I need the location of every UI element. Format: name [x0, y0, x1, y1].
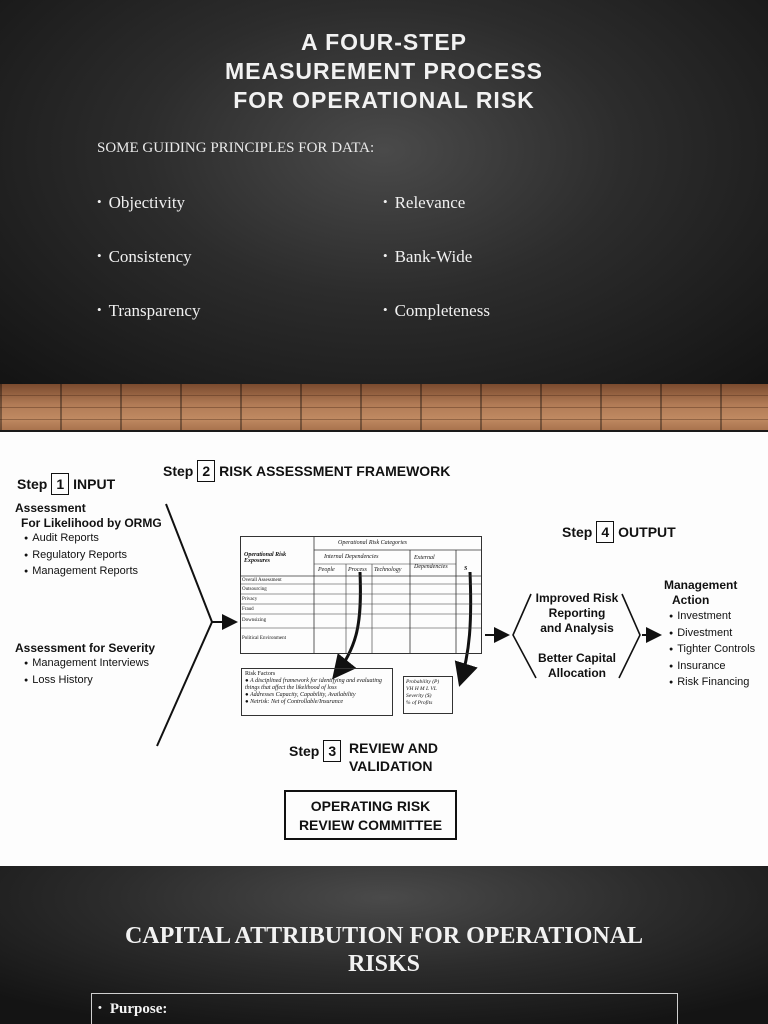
principle-transparency: • Transparency — [97, 301, 200, 321]
step1-heading — [17, 473, 115, 495]
slide-four-step-process — [0, 0, 768, 430]
step3-heading — [289, 740, 345, 762]
grid-row: Fraud — [242, 607, 254, 612]
grid-row: Privacy — [242, 597, 258, 602]
list-item: ● Investment — [669, 609, 755, 626]
step1-number: 1 — [51, 473, 69, 495]
committee-line-1: OPERATING RISK — [310, 798, 431, 814]
risk-factor-item: ● Addresses Capacity, Capability, Availability — [245, 692, 356, 698]
step3-label — [349, 739, 438, 775]
step3-label-line-1: REVIEW AND — [349, 740, 438, 756]
risk-factor-text: Netrisk: Net of Controllable/Insurance — [250, 699, 344, 705]
management-action-title — [664, 578, 737, 608]
list-item: ● Divestment — [669, 626, 755, 643]
committee-line-2: REVIEW COMMITTEE — [298, 817, 443, 833]
step2-word: Step — [163, 463, 194, 479]
slide-capital-attribution — [0, 866, 768, 1024]
grid-sub-technology: Technology — [374, 567, 402, 573]
grid-sub-people: People — [318, 567, 335, 573]
grid-header-categories: Operational Risk Categories — [338, 540, 407, 546]
step4-heading — [562, 521, 676, 543]
output-reporting — [532, 591, 622, 636]
management-action-list — [669, 609, 755, 692]
wood-floor-planks — [0, 384, 768, 430]
severity-title: Assessment for Severity — [15, 641, 156, 655]
slide2-title-line-1: CAPITAL ATTRIBUTION FOR OPERATIONAL — [124, 923, 644, 949]
risk-factor-item: ● A disciplined framework for identifying and evaluating things that affect the likelihood of loss — [245, 678, 382, 691]
probability-line: % of Profits — [406, 700, 433, 706]
assessment-title: Assessment — [15, 501, 86, 515]
management-title-line-1: Management — [664, 578, 738, 592]
step4-label: OUTPUT — [618, 524, 676, 540]
list-item: ● Insurance — [669, 659, 755, 676]
review-committee-box — [284, 790, 457, 840]
purpose-content-box — [91, 993, 678, 1024]
step2-label: RISK ASSESSMENT FRAMEWORK — [219, 463, 451, 479]
list-item: ● Loss History — [24, 673, 149, 690]
probability-line: Probability (P) — [406, 679, 440, 685]
list-item: ● Tighter Controls — [669, 642, 755, 659]
title-line-3: FOR OPERATIONAL RISK — [233, 87, 535, 113]
grid-header-exposures: Operational Risk Exposures — [244, 552, 287, 564]
probability-line: Severity ($) — [406, 693, 432, 699]
management-title-line-2: Action — [672, 593, 710, 607]
severity-list — [24, 656, 149, 689]
principle-relevance: • Relevance — [383, 193, 465, 213]
principle-completeness: • Completeness — [383, 301, 490, 321]
output-line: Improved Risk — [535, 591, 619, 605]
risk-factors-title: Risk Factors — [245, 671, 276, 677]
grid-row: Downsizing — [242, 618, 267, 623]
grid-row: Political Environment — [242, 636, 287, 641]
grid-header-s: S — [464, 566, 468, 572]
step4-number: 4 — [596, 521, 614, 543]
grid-header-internal: Internal Dependencies — [324, 554, 379, 560]
purpose-label: • Purpose: — [98, 1001, 167, 1018]
list-item: ● Management Reports — [24, 564, 138, 581]
principle-objectivity: • Objectivity — [97, 193, 185, 213]
risk-factor-item: ● Netrisk: Net of Controllable/Insurance — [245, 699, 344, 705]
output-line: and Analysis — [540, 621, 614, 635]
grid-row: Outsourcing — [242, 587, 267, 592]
list-item: ● Regulatory Reports — [24, 548, 138, 565]
likelihood-list — [24, 531, 138, 581]
output-line: Allocation — [547, 666, 606, 680]
slide2-title-line-2: RISKS — [347, 951, 421, 977]
risk-factor-text: A disciplined framework for identifying and evaluating things that affect the likelihood of loss — [245, 678, 382, 691]
title-line-1: A FOUR-STEP — [300, 29, 468, 55]
step3-label-line-2: VALIDATION — [349, 758, 433, 774]
grid-sub-process: Process — [348, 567, 367, 573]
risk-factor-text: Addresses Capacity, Capability, Availability — [250, 692, 356, 698]
grid-header-external: External Dependencies — [414, 555, 448, 570]
likelihood-title: For Likelihood by ORMG — [21, 516, 162, 530]
probability-line: VH H M L VL — [406, 686, 437, 692]
output-line: Better Capital — [537, 651, 617, 665]
output-capital — [532, 651, 622, 681]
step2-number: 2 — [197, 460, 215, 482]
grid-row: Overall Assessment — [242, 578, 282, 583]
output-line: Reporting — [548, 606, 606, 620]
slide-title — [0, 28, 768, 115]
principle-bank-wide: • Bank-Wide — [383, 247, 472, 267]
step3-number: 3 — [323, 740, 341, 762]
list-item: ● Management Interviews — [24, 656, 149, 673]
guiding-principles-subtitle: SOME GUIDING PRINCIPLES FOR DATA: — [97, 140, 375, 156]
step1-word: Step — [17, 476, 48, 492]
step1-label: INPUT — [73, 476, 116, 492]
four-step-diagram — [0, 432, 768, 866]
list-item: ● Audit Reports — [24, 531, 138, 548]
slide2-title — [0, 922, 768, 978]
probability-box — [403, 676, 453, 714]
step2-heading — [163, 460, 450, 482]
title-line-2: MEASUREMENT PROCESS — [224, 58, 544, 84]
risk-factors-box — [241, 668, 393, 716]
step3-word: Step — [289, 743, 320, 759]
principle-consistency: • Consistency — [97, 247, 192, 267]
list-item: ● Risk Financing — [669, 675, 755, 692]
risk-assessment-grid — [240, 536, 482, 654]
step4-word: Step — [562, 524, 593, 540]
